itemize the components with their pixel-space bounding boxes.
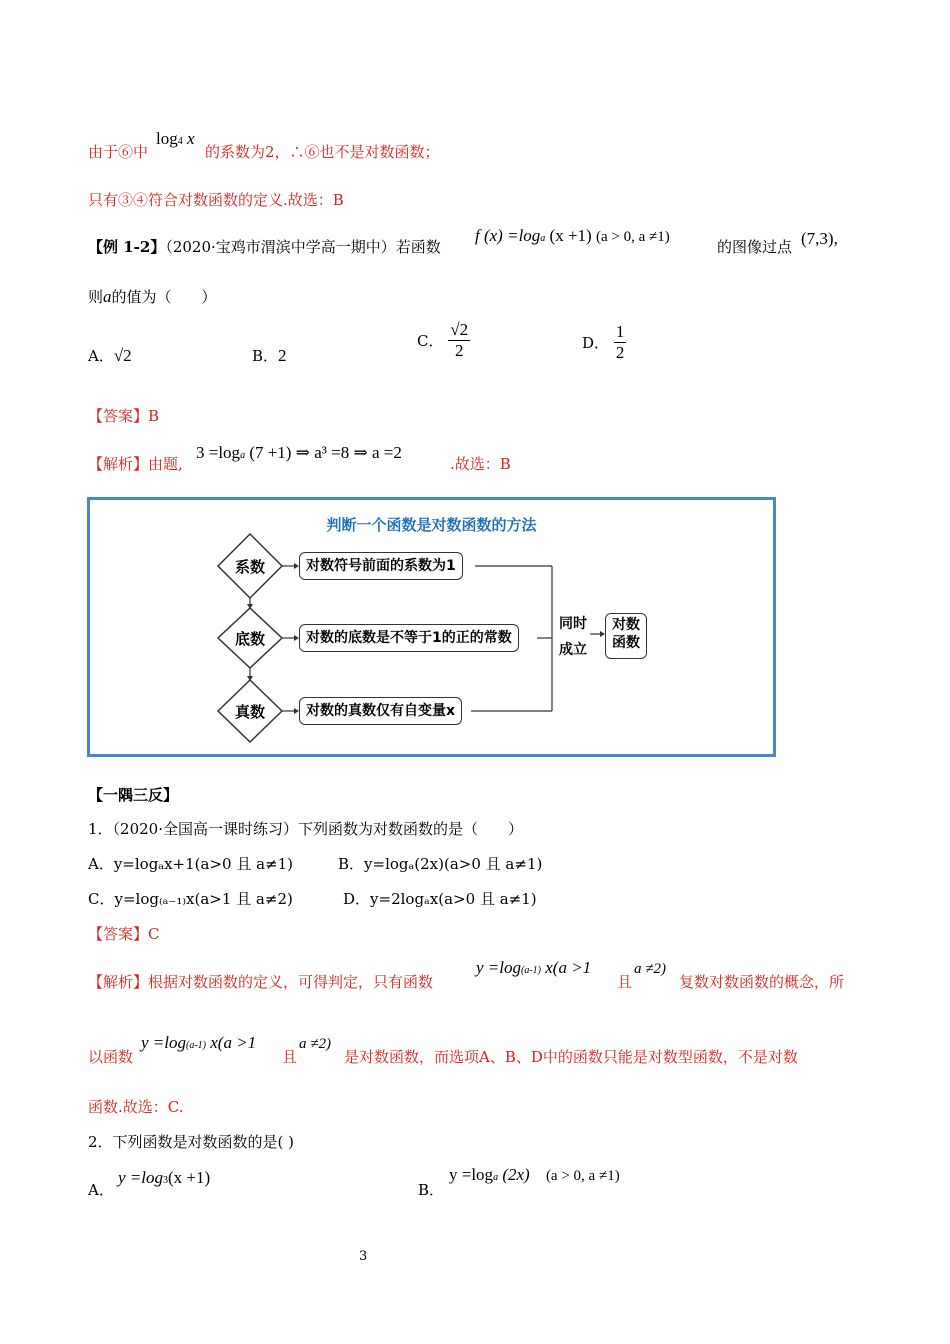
answer-1: 【答案】B bbox=[88, 407, 160, 425]
example-line bbox=[88, 236, 441, 257]
method-title: 判断一个函数是对数函数的方法 bbox=[326, 516, 537, 534]
section-title: 【一隅三反】 bbox=[88, 786, 179, 804]
analysis-2-line1-tail: 复数对数函数的概念，所 bbox=[679, 973, 845, 991]
result-box: 对数 函数 bbox=[605, 613, 647, 659]
analysis-2-and-2: 且 bbox=[282, 1048, 298, 1066]
analysis-1-label: 【解析】由题, bbox=[88, 455, 183, 473]
analysis-2-line2-tail: 是对数函数，而选项A、B、D中的函数只能是对数型函数，不是对数 bbox=[344, 1048, 798, 1066]
page-number: 3 bbox=[359, 1249, 368, 1264]
q1-stem: 1．（2020·全国高一课时练习）下列函数为对数函数的是（ ） bbox=[88, 820, 523, 838]
analysis-1-suffix: .故选：B bbox=[450, 455, 511, 473]
analysis-2-cond-2: a ≠2) bbox=[299, 1036, 331, 1052]
analysis-2-line1: 【解析】根据对数函数的定义，可得判定，只有函数 bbox=[88, 973, 434, 991]
line1-suffix: 的系数为2，∴⑥也不是对数函数； bbox=[205, 143, 440, 161]
box-coefficient-rule: 对数符号前面的系数为1 bbox=[299, 552, 463, 580]
example-function: f (x) =loga (x +1) (a > 0, a ≠1) bbox=[475, 226, 670, 245]
analysis-2-line2-prefix: 以函数 bbox=[88, 1048, 134, 1066]
analysis-2-line3: 函数.故选：C. bbox=[88, 1098, 184, 1116]
analysis-2-math-1: y =log(a-1) x(a >1 bbox=[476, 958, 592, 977]
diamond-base: 底数 bbox=[234, 630, 265, 648]
diamond-argument: 真数 bbox=[234, 703, 265, 721]
line-coefficient-note bbox=[88, 141, 148, 162]
q2-option-b-label: B． bbox=[418, 1181, 445, 1199]
box-argument-rule: 对数的真数仅有自变量x bbox=[299, 697, 462, 725]
example-tail: 的图像过点 bbox=[717, 238, 793, 256]
example-question: 则a的值为（ ） bbox=[88, 287, 217, 306]
simultaneous-label: 同时 成立 bbox=[559, 616, 587, 658]
q1-option-b: B．y=logₐ(2x)(a>0 且 a≠1) bbox=[338, 855, 543, 873]
example-tag: 【例 1-2】 bbox=[88, 238, 166, 256]
option-d-fraction: $\frac{1}{2}$ bbox=[615, 322, 625, 362]
q2-option-a-label: A． bbox=[88, 1181, 114, 1199]
box-base-rule: 对数的底数是不等于1的正的常数 bbox=[299, 624, 519, 652]
log-expression: log4 x bbox=[156, 129, 195, 148]
analysis-1-math: 3 =loga (7 +1) ⇒ a³ =8 ⇒ a =2 bbox=[196, 443, 402, 462]
method-box bbox=[87, 497, 776, 757]
example-point: (7,3), bbox=[801, 229, 838, 248]
q2-option-a-math: y =log3(x +1) bbox=[118, 1168, 211, 1187]
q1-option-d: D．y=2logₐx(a>0 且 a≠1) bbox=[343, 890, 537, 908]
option-c-fraction: $\frac{√2}{2}$ bbox=[450, 320, 469, 360]
line-conclusion: 只有③④符合对数函数的定义.故选：B bbox=[88, 191, 344, 209]
q2-stem: 2．下列函数是对数函数的是( ) bbox=[88, 1133, 295, 1151]
answer-2: 【答案】C bbox=[88, 925, 160, 943]
option-c: C． $\frac{√2}{2}$ bbox=[417, 320, 469, 360]
q1-option-c: C．y=log₍ₐ₋₁₎x(a>1 且 a≠2) bbox=[88, 890, 293, 908]
q1-option-a: A．y=logₐx+1(a>0 且 a≠1) bbox=[88, 855, 294, 873]
example-source: （2020·宝鸡市渭滨中学高一期中）若函数 bbox=[165, 238, 441, 256]
option-d: D． $\frac{1}{2}$ bbox=[582, 322, 625, 362]
q2-option-b-math: y =loga (2x) (a > 0, a ≠1) bbox=[449, 1165, 620, 1184]
diamond-coefficient: 系数 bbox=[234, 558, 265, 576]
option-a: A．√2 bbox=[88, 346, 132, 365]
line1-prefix: 由于⑥中 bbox=[88, 143, 149, 161]
analysis-2-and-1: 且 bbox=[617, 973, 633, 991]
analysis-2-math-2: y =log(a-1) x(a >1 bbox=[141, 1033, 257, 1052]
option-b: B．2 bbox=[252, 346, 287, 365]
analysis-2-cond-1: a ≠2) bbox=[634, 961, 666, 977]
